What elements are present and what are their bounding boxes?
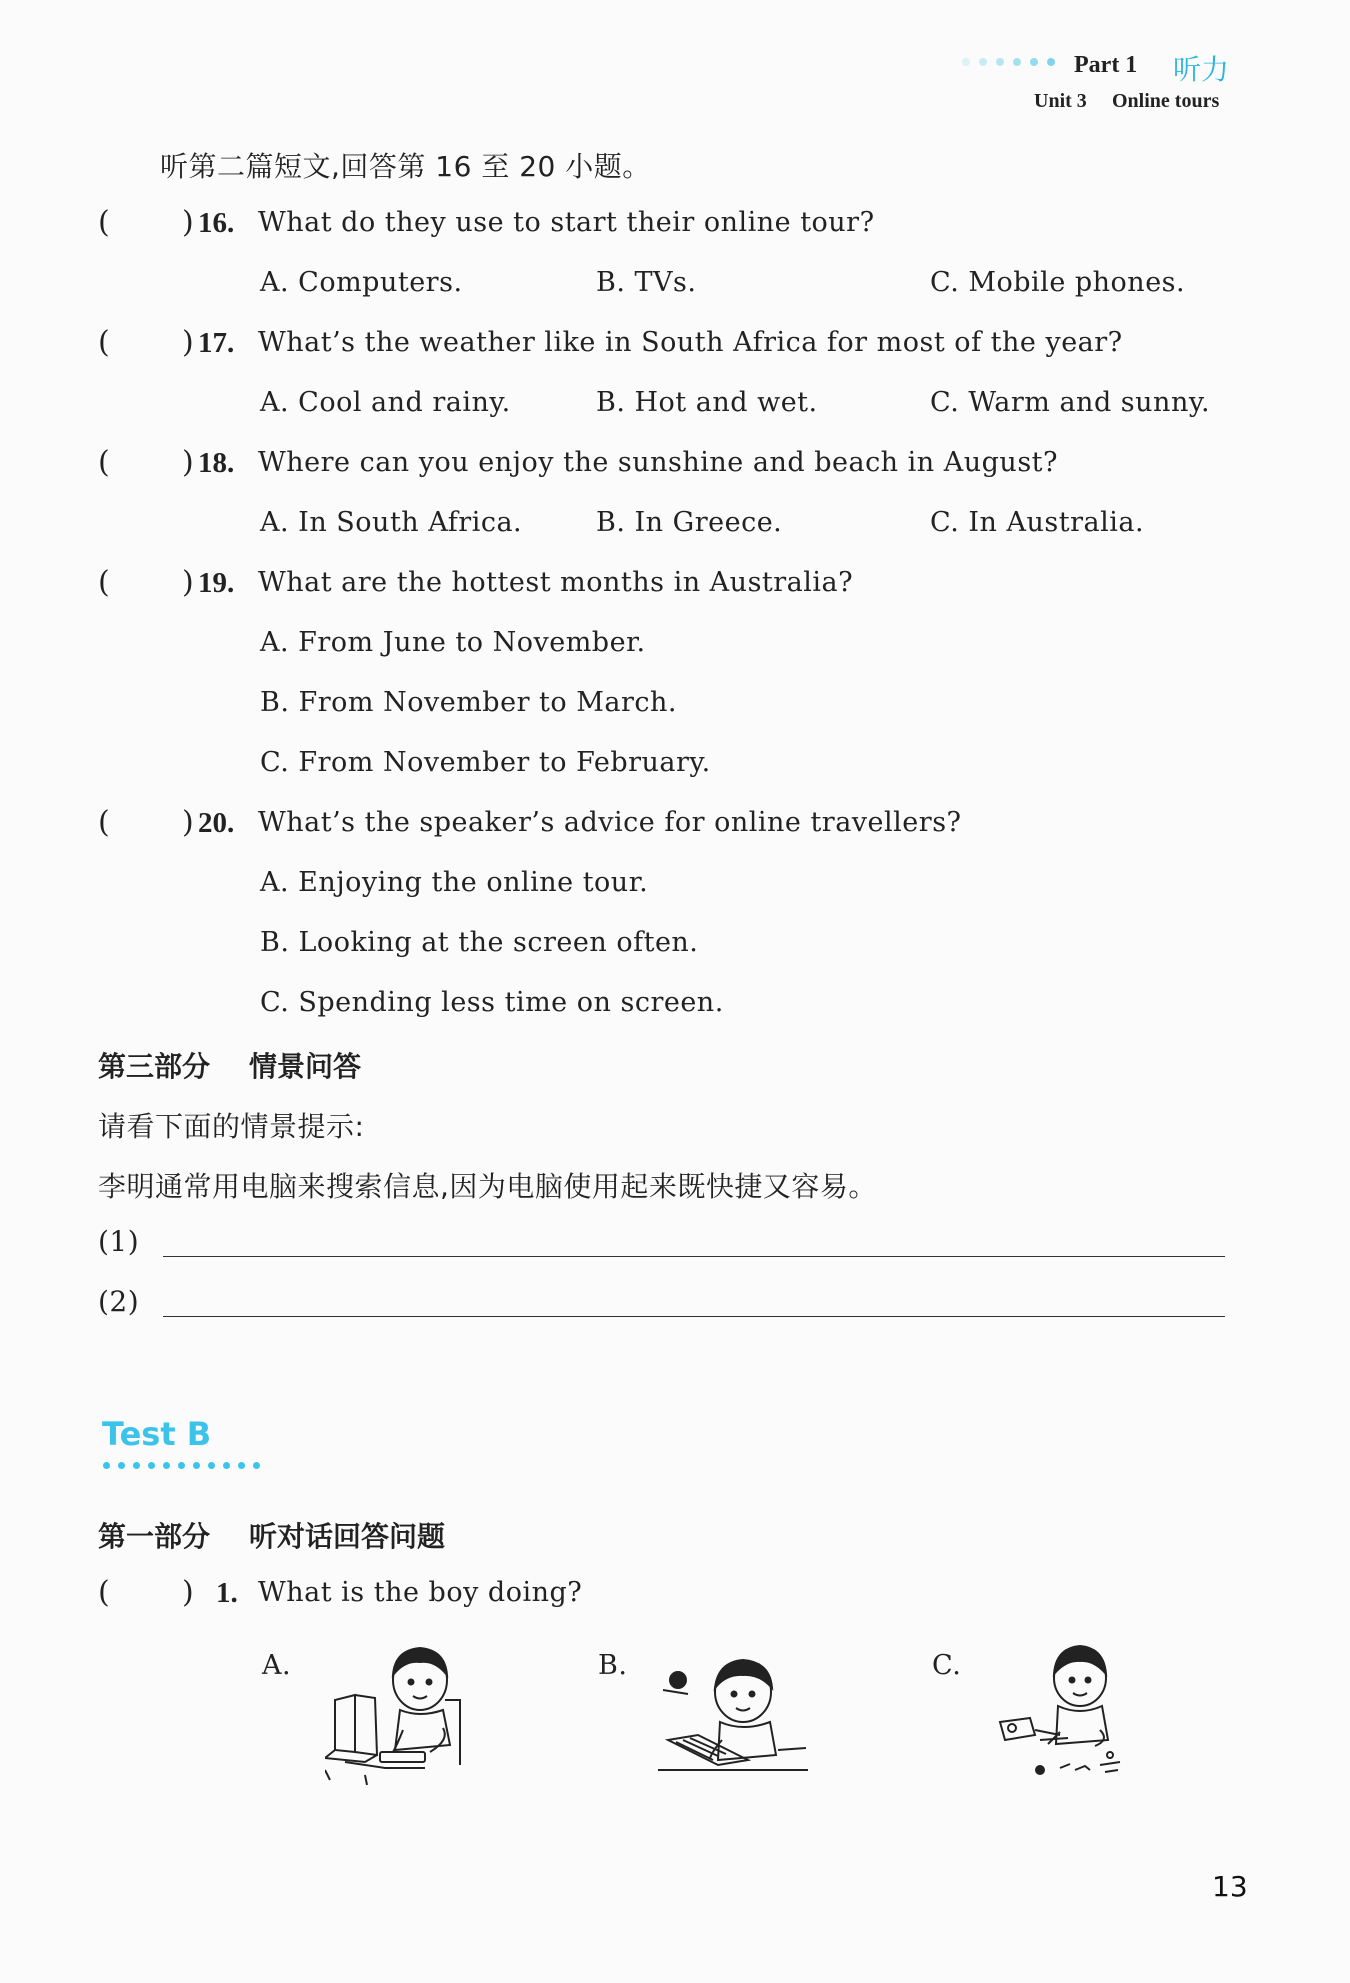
section-heading: 第一部分 听对话回答问题 (98, 1520, 445, 1553)
answer-paren-close: ) (182, 205, 195, 240)
question-text: What is the boy doing? (258, 1577, 583, 1608)
option-c: C. In Australia. (930, 507, 1145, 538)
option-c: C. From November to February. (260, 747, 711, 778)
option-b: B. In Greece. (596, 507, 783, 538)
title-dots-decoration (103, 1462, 260, 1469)
question-text: Where can you enjoy the sunshine and beach in August? (258, 447, 1059, 478)
option-b: B. Looking at the screen often. (260, 927, 699, 958)
answer-paren-open: ( (98, 1575, 111, 1610)
header-dots-decoration (962, 58, 1055, 66)
answer-paren-open: ( (98, 565, 111, 600)
boy-building-toy-illustration (990, 1640, 1140, 1785)
option-a: A. Enjoying the online tour. (260, 867, 649, 898)
blank-label: (2) (98, 1285, 140, 1318)
picture-option-c: C. (932, 1650, 962, 1681)
answer-paren-close: ) (182, 325, 195, 360)
picture-option-a: A. (262, 1650, 292, 1681)
test-title: Test B (102, 1415, 212, 1453)
option-a: A. From June to November. (260, 627, 646, 658)
option-b: B. Hot and wet. (596, 387, 818, 418)
header-unit-title: Online tours (1112, 90, 1220, 112)
answer-paren-open: ( (98, 445, 111, 480)
answer-paren-open: ( (98, 205, 111, 240)
page-number: 13 (1212, 1870, 1248, 1903)
picture-option-b: B. (598, 1650, 628, 1681)
option-a: A. Cool and rainy. (260, 387, 511, 418)
question-number: 17. (198, 327, 235, 359)
option-c: C. Spending less time on screen. (260, 987, 724, 1018)
question-number: 19. (198, 567, 235, 599)
question-number: 16. (198, 207, 235, 239)
boy-drawing-illustration (658, 1650, 808, 1785)
answer-paren-close: ) (182, 805, 195, 840)
option-a: A. In South Africa. (260, 507, 523, 538)
question-number: 1. (216, 1577, 238, 1609)
question-number: 18. (198, 447, 235, 479)
answer-paren-open: ( (98, 325, 111, 360)
answer-line[interactable] (163, 1256, 1225, 1257)
section-intro: 听第二篇短文,回答第 16 至 20 小题。 (160, 150, 651, 183)
header-part-cn: 听力 (1173, 53, 1230, 86)
boy-using-computer-illustration (325, 1640, 475, 1785)
option-c: C. Warm and sunny. (930, 387, 1211, 418)
option-c: C. Mobile phones. (930, 267, 1186, 298)
answer-paren-open: ( (98, 805, 111, 840)
option-a: A. Computers. (260, 267, 463, 298)
question-text: What’s the weather like in South Africa for most of the year? (258, 327, 1123, 358)
question-text: What’s the speaker’s advice for online travellers? (258, 807, 962, 838)
blank-label: (1) (98, 1225, 140, 1258)
question-text: What are the hottest months in Australia? (258, 567, 854, 598)
scenario-prompt: 请看下面的情景提示: (98, 1110, 365, 1143)
answer-paren-close: ) (182, 565, 195, 600)
section-heading: 第三部分 情景问答 (98, 1050, 361, 1083)
scenario-text: 李明通常用电脑来搜索信息,因为电脑使用起来既快捷又容易。 (98, 1170, 877, 1203)
answer-paren-close: ) (182, 1575, 195, 1610)
answer-line[interactable] (163, 1316, 1225, 1317)
option-b: B. From November to March. (260, 687, 677, 718)
header-unit: Unit 3 (1034, 90, 1087, 112)
answer-paren-close: ) (182, 445, 195, 480)
question-text: What do they use to start their online tour? (258, 207, 875, 238)
option-b: B. TVs. (596, 267, 697, 298)
header-part: Part 1 (1074, 52, 1138, 78)
question-number: 20. (198, 807, 235, 839)
